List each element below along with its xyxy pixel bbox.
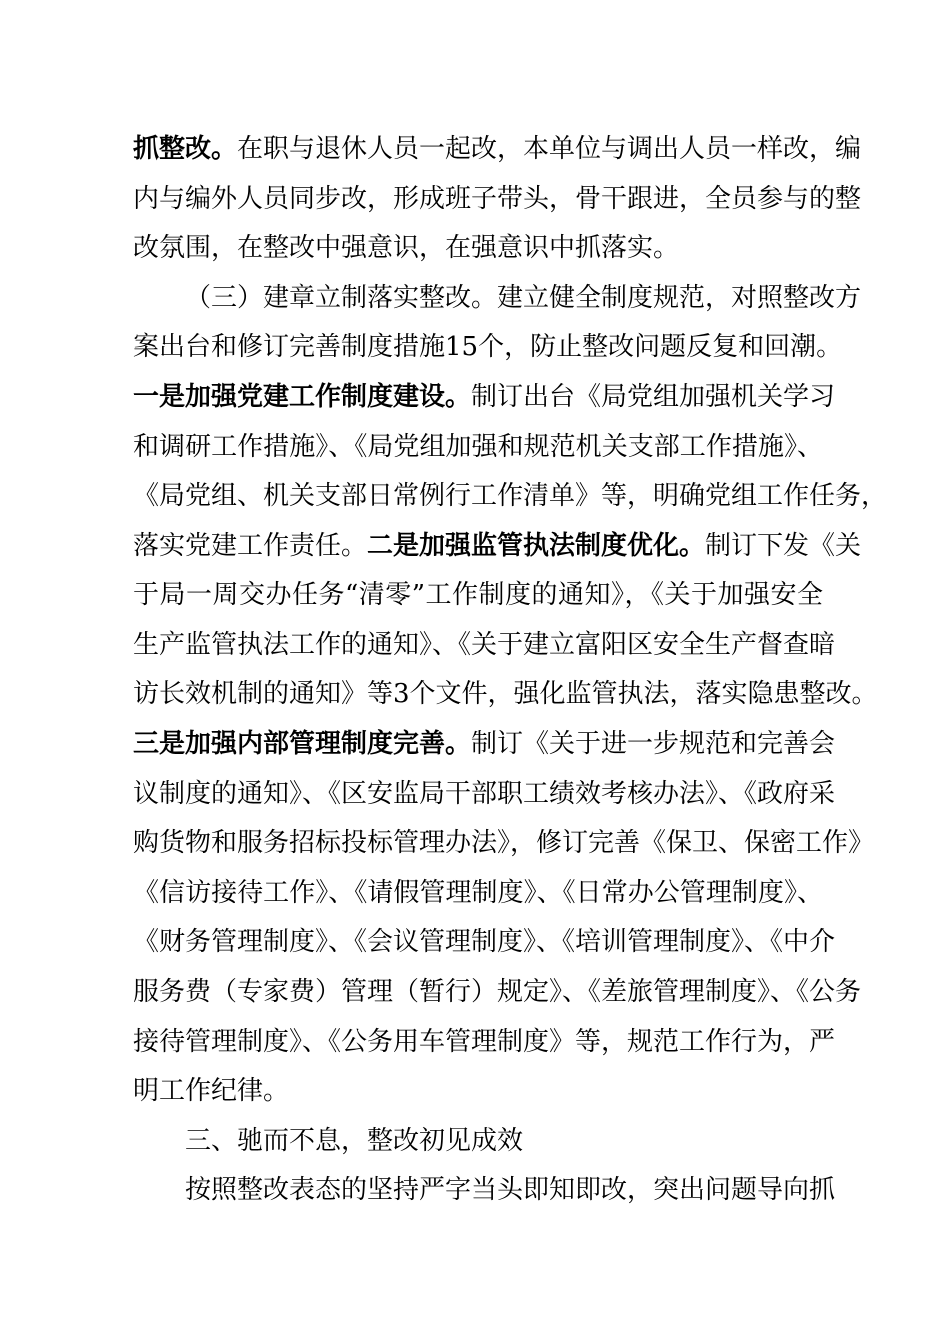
text-line [133,425,823,469]
text-segment: 接待管理制度》、《公务用车管理制度》等，规范工作行为，严 [133,1027,836,1057]
text-line [133,722,836,766]
text-line [133,871,823,915]
text-line [133,375,836,419]
text-line [133,970,862,1014]
text-segment: 于局一周交办任务“清零”工作制度的通知》，《关于加强安全 [133,580,823,610]
text-segment: 购货物和服务招标投标管理办法》，修订完善《保卫、保密工作》 [133,828,875,858]
bold-phrase: 一是加强党建工作制度建设。 [133,382,472,412]
text-segment: （三）建章立制落实整改。建立健全制度规范，对照整改方 [185,283,862,313]
text-line [133,474,888,518]
text-line [133,772,836,816]
text-line [133,573,823,617]
text-segment: 和调研工作措施》、《局党组加强和规范机关支部工作措施》、 [133,432,823,462]
section-heading-line [185,276,862,320]
text-segment: 制订出台《局党组加强机关学习 [471,382,836,412]
text-line [133,127,862,171]
text-segment: 按照整改表态的坚持严字当头即知即改，突出问题导向抓 [185,1175,836,1205]
text-line [133,177,862,221]
text-segment: 《局党组、机关支部日常例行工作清单》等，明确党组工作任务， [133,481,888,511]
text-segment: 改氛围，在整改中强意识，在强意识中抓落实。 [133,233,680,263]
text-segment: 落实党建工作责任。 [133,531,368,561]
text-segment: 内与编外人员同步改，形成班子带头，骨干跟进，全员参与的整 [133,184,862,214]
text-segment: 《信访接待工作》、《请假管理制度》、《日常办公管理制度》、 [133,878,823,908]
bold-phrase: 抓整改。 [133,134,238,164]
text-segment: 在职与退休人员一起改，本单位与调出人员一样改，编 [237,134,862,164]
heading-text: 三、驰而不息，整改初见成效 [185,1126,524,1156]
text-segment: 服务费（专家费）管理（暂行）规定》、《差旅管理制度》、《公务 [133,977,862,1007]
bold-phrase: 三是加强内部管理制度完善。 [133,729,472,759]
text-segment: 《财务管理制度》、《会议管理制度》、《培训管理制度》、《中介 [133,927,836,957]
text-segment: 制订《关于进一步规范和完善会 [471,729,836,759]
text-segment: 访长效机制的通知》等3个文件，强化监管执法，落实隐患整改。 [133,679,878,709]
text-line [133,1020,836,1064]
text-line [133,524,862,568]
text-line [133,672,878,716]
text-segment: 制订下发《关 [705,531,862,561]
text-line [133,821,875,865]
text-line [133,1069,823,1113]
text-line [133,920,836,964]
text-segment: 议制度的通知》、《区安监局干部职工绩效考核办法》、《政府采 [133,779,836,809]
bold-phrase: 二是加强监管执法制度优化。 [367,531,706,561]
text-segment: 生产监管执法工作的通知》、《关于建立富阳区安全生产督查暗 [133,630,836,660]
text-line [133,623,836,667]
text-line [185,1168,836,1212]
text-segment: 案出台和修订完善制度措施15个，防止整改问题反复和回潮。 [133,332,843,362]
text-line [133,226,823,270]
text-segment: 明工作纪律。 [133,1076,290,1106]
section-heading [185,1119,823,1163]
text-line [133,325,843,369]
